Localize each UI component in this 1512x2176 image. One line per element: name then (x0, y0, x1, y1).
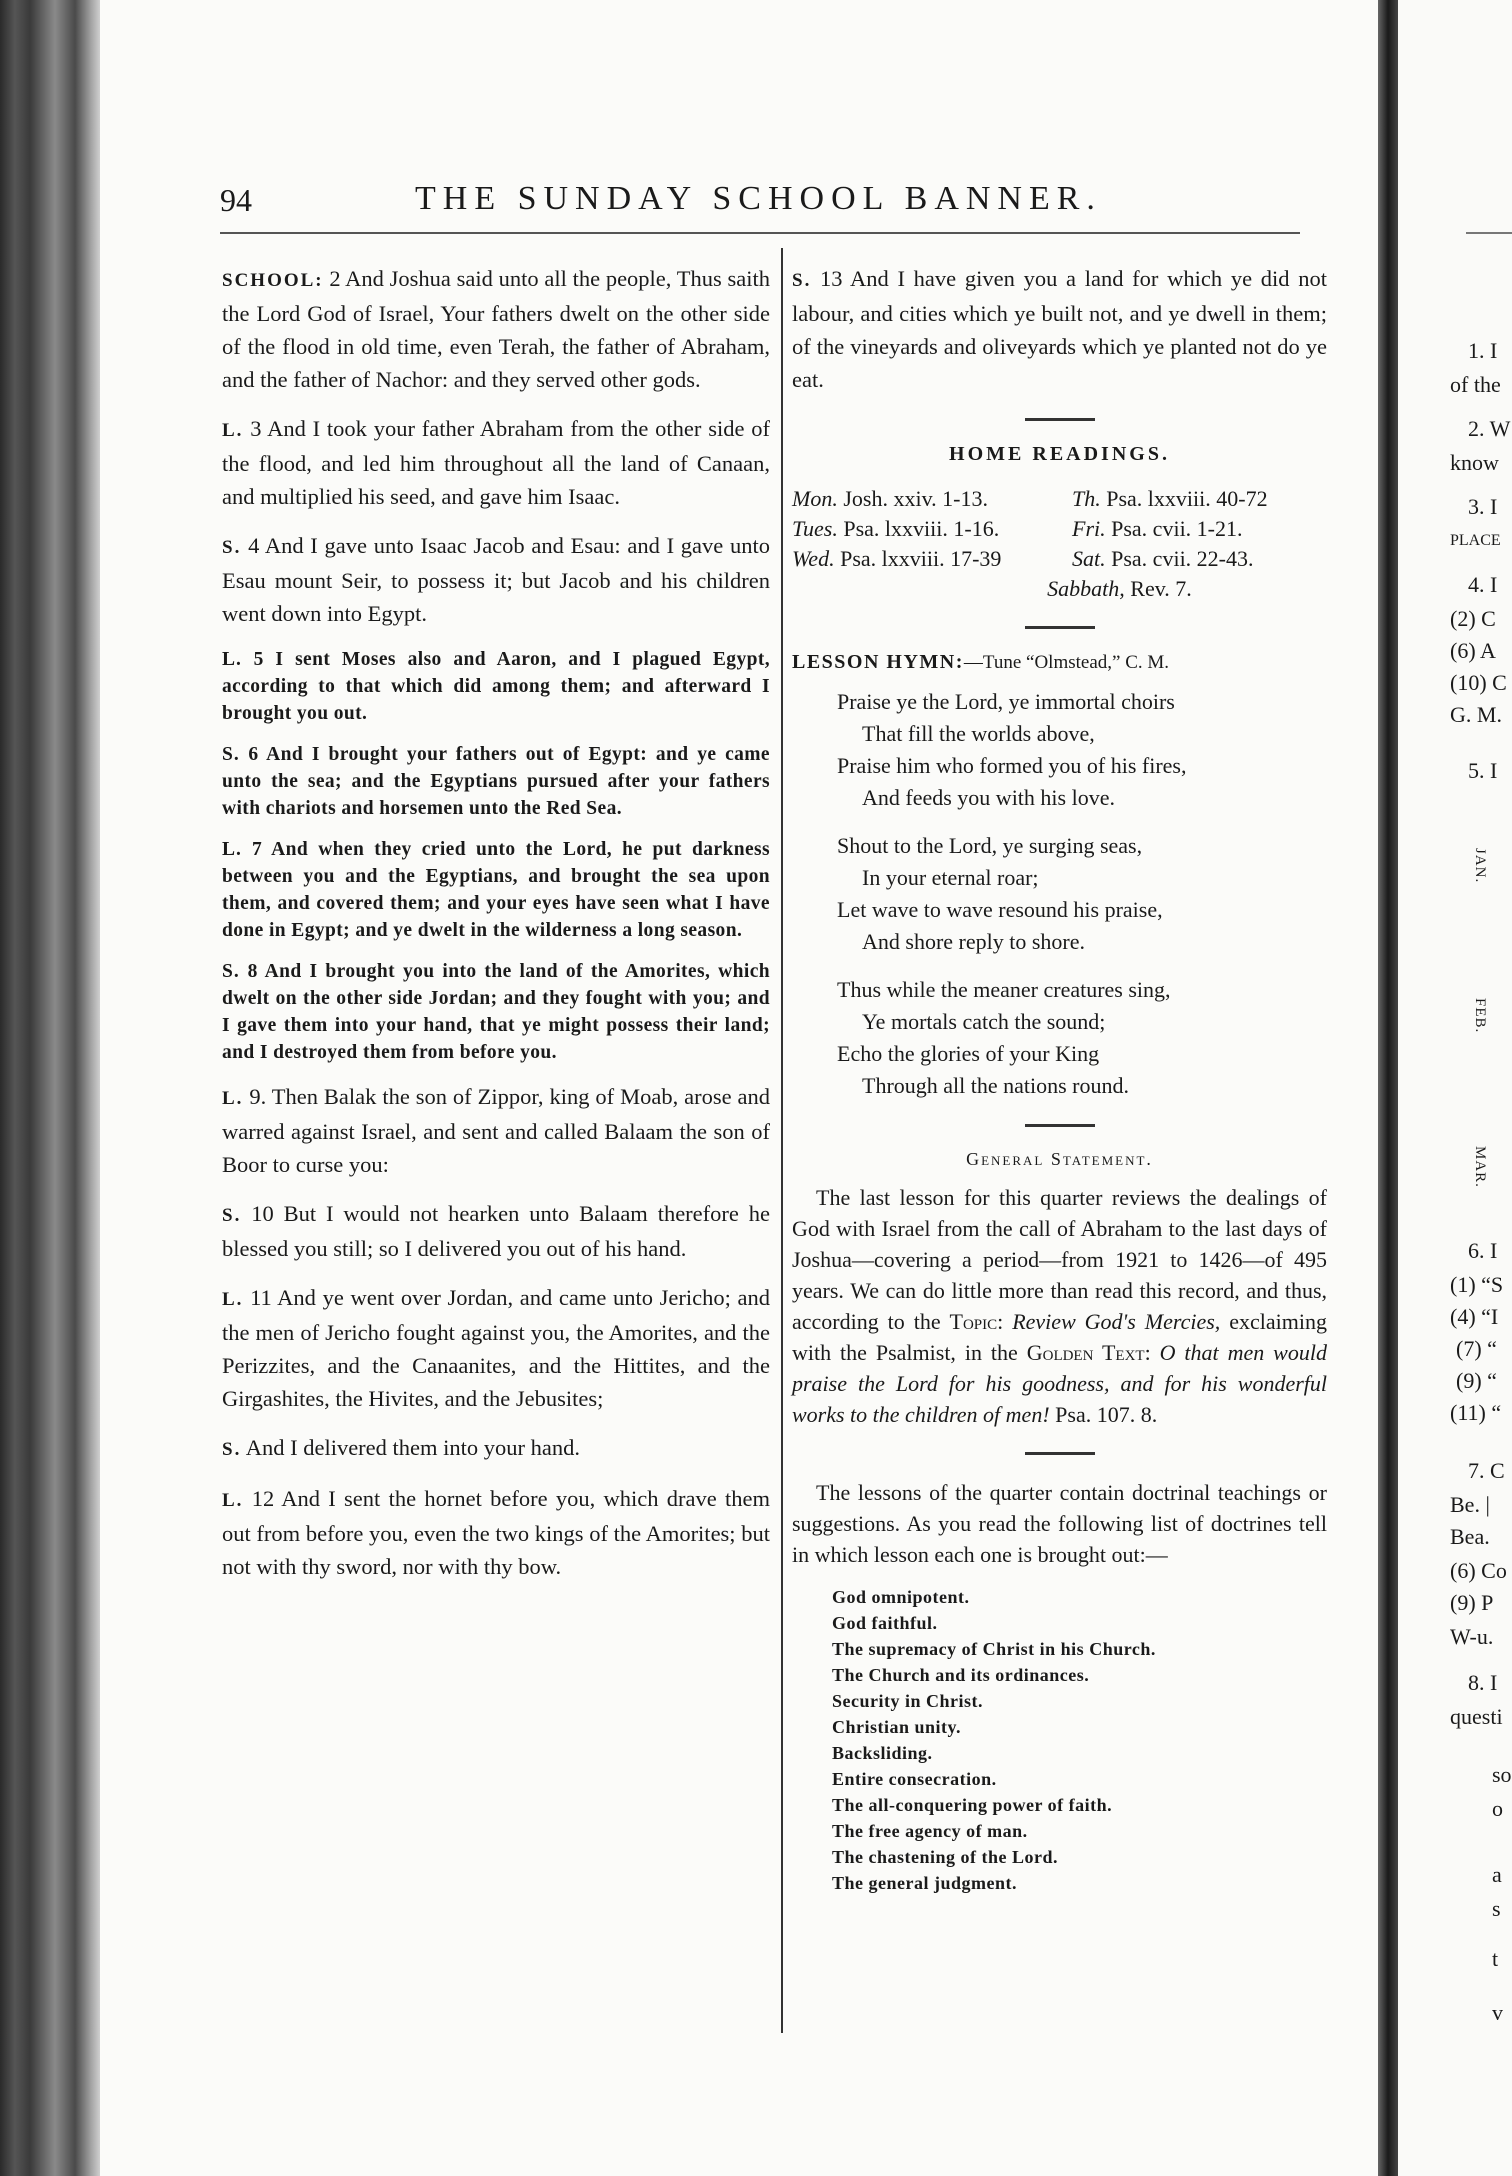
book-binding (0, 0, 100, 2176)
reading-row: Mon. Josh. xxiv. 1-13. Th. Psa. lxxviii. 40-72 (792, 486, 1268, 511)
verse-text: 6 And I brought your fathers out of Egypt: and ye came unto the sea; and the Egyptians pursued after your fathers with chariots and horsemen unto the Red Sea. (222, 744, 770, 819)
section-divider (1025, 418, 1095, 421)
doctrine-item: The Church and its ordinances. (832, 1665, 1090, 1685)
next-page-rule (1466, 232, 1512, 234)
next-page-fragment: 4. I (1468, 572, 1498, 597)
month-label: JAN. (1472, 848, 1488, 884)
responsive-verse (222, 1482, 770, 1583)
speaker-label: L. (222, 1289, 244, 1310)
next-page-fragment: 8. I (1468, 1670, 1498, 1695)
next-page-fragment: (6) A (1450, 638, 1496, 663)
verse-text: 9. Then Balak the son of Zippor, king of Moab, arose and warred against Israel, and sent and called Balaam the son of Boor to curse you: (222, 1084, 771, 1177)
next-page-fragment: Bea. (1450, 1524, 1490, 1549)
doctrine-item: Christian unity. (832, 1717, 962, 1737)
next-page-fragment: Be. | (1450, 1492, 1490, 1517)
hymn-heading: LESSON HYMN:—Tune “Olmstead,” C. M. (792, 651, 1170, 673)
hymn-stanza: Shout to the Lord, ye surging seas, In your eternal roar; Let wave to wave resound his praise, And shore reply to shore. (837, 833, 1163, 954)
next-page-fragment: PLACE (1450, 532, 1501, 549)
speaker-label: L. (222, 649, 242, 670)
home-readings-title: HOME READINGS. (949, 443, 1170, 465)
verse-text: 10 But I would not hearken unto Balaam therefore he blessed you still; so I delivered you out of his hand. (222, 1201, 771, 1261)
doctrine-list (832, 1584, 1327, 1896)
speaker-label: L. (222, 1490, 244, 1511)
month-label: MAR. (1472, 1146, 1488, 1188)
doctrine-item: The chastening of the Lord. (832, 1847, 1059, 1867)
next-page-fragment: a (1492, 1862, 1502, 1887)
section-divider (1025, 1124, 1095, 1127)
next-page-fragment: 3. I (1468, 494, 1498, 519)
next-page-fragment: 2. W (1468, 416, 1511, 441)
responsive-verse (222, 529, 770, 630)
next-page-fragment: (9) “ (1456, 1368, 1497, 1393)
next-page-fragment: 1. I (1468, 338, 1498, 363)
next-page-fragment: v (1492, 2000, 1503, 2025)
section-divider (1025, 1452, 1095, 1455)
responsive-verse (222, 412, 770, 513)
responsive-verse (222, 1431, 770, 1466)
reading-row: Wed. Psa. lxxviii. 17-39 Sat. Psa. cvii. 22-43. (792, 546, 1254, 571)
next-page-fragment: (2) C (1450, 606, 1496, 631)
doctrine-item: God omnipotent. (832, 1587, 970, 1607)
next-page-fragment: s (1492, 1896, 1501, 1921)
next-page-fragment: (10) C (1450, 670, 1507, 695)
next-page-fragment: (11) “ (1450, 1400, 1502, 1425)
hymn-stanza: Thus while the meaner creatures sing, Ye mortals catch the sound; Echo the glories of your King Through all the nations round. (837, 977, 1171, 1098)
verse-text: 8 And I brought you into the land of the Amorites, which dwelt on the other side Jordan; and they fought with you; and I gave them into your hand, that ye might possess their land; and I destroyed them from before you. (222, 961, 770, 1063)
responsive-verse (222, 741, 770, 822)
next-page-fragment: know (1450, 450, 1499, 475)
next-page-fragment: so (1492, 1762, 1512, 1787)
month-label: FEB. (1472, 998, 1488, 1034)
speaker-label: L. (222, 839, 242, 860)
doctrine-item: The free agency of man. (832, 1821, 1028, 1841)
speaker-label: S. (792, 270, 812, 291)
next-page-fragment: t (1492, 1946, 1499, 1971)
verse-text: 2 And Joshua said unto all the people, Thus saith the Lord God of Israel, Your fathers dwelt on the other side of the flood in old time, even Terah, the father of Abraham, and the father of Nachor: and they served other gods. (222, 266, 770, 392)
page-number: 94 (220, 182, 252, 218)
left-column (222, 262, 770, 1599)
speaker-label: S. (222, 1205, 242, 1226)
next-page-fragment: (1) “S (1450, 1272, 1504, 1297)
next-page-fragment: G. M. (1450, 702, 1502, 727)
column-rule (781, 248, 783, 2033)
speaker-label: L. (222, 1088, 244, 1109)
reading-row: Tues. Psa. lxxviii. 1-16. Fri. Psa. cvii. 1-21. (792, 516, 1243, 541)
responsive-verse (222, 1197, 770, 1265)
verse-text: 5 I sent Moses also and Aaron, and I plagued Egypt, according to that which did among them; and afterward I brought you out. (222, 649, 771, 724)
next-page-fragment: 6. I (1468, 1238, 1498, 1263)
next-page-fragment: of the (1450, 372, 1501, 397)
responsive-verse (222, 1080, 770, 1181)
verse-13: S. 13 And I have given you a land for which ye did not labour, and cities which ye built not, and ye dwell in them; of the vineyards and oliveyards which ye planted not do ye eat. (792, 266, 1327, 392)
verse-text: 12 And I sent the hornet before you, which drave them out from before you, even the two kings of the Amorites; but not with thy sword, nor with thy bow. (222, 1486, 770, 1579)
verse-text: 7 And when they cried unto the Lord, he put darkness between you and the Egyptians, and brought the sea upon them, and covered them; and your eyes have seen what I have done in Egypt; and ye dwelt in the wilderness a long season. (222, 839, 770, 941)
reading-sabbath: Sabbath, Rev. 7. (1047, 576, 1192, 601)
verse-text: 4 And I gave unto Isaac Jacob and Esau: and I gave unto Esau mount Seir, to possess it; but Jacob and his children went down into Egypt. (222, 533, 771, 626)
next-page-fragment: (4) “I (1450, 1304, 1499, 1329)
verse-text: 3 And I took your father Abraham from the other side of the flood, and led him throughout all the land of Canaan, and multiplied his seed, and gave him Isaac. (222, 416, 770, 509)
next-page-fragment: 7. C (1468, 1458, 1505, 1483)
responsive-verse (222, 646, 770, 727)
doctrines-intro: The lessons of the quarter contain doctrinal teachings or suggestions. As you read the following list of doctrines tell in which lesson each one is brought out:— (792, 1480, 1327, 1567)
next-page-fragment: (9) P (1450, 1590, 1494, 1615)
doctrine-item: Backsliding. (832, 1743, 933, 1763)
doctrine-item: The supremacy of Christ in his Church. (832, 1639, 1156, 1659)
next-page-fragment: questi (1450, 1704, 1503, 1729)
home-readings (792, 484, 1327, 604)
next-page-fragment: (7) “ (1456, 1336, 1497, 1361)
doctrine-item: Entire consecration. (832, 1769, 997, 1789)
page-gutter (1378, 0, 1398, 2176)
speaker-label: SCHOOL: (222, 270, 324, 291)
next-page-fragment: (6) Co (1450, 1558, 1507, 1583)
responsive-verse (222, 262, 770, 396)
responsive-verse (222, 958, 770, 1066)
speaker-label: S. (222, 744, 240, 765)
speaker-label: S. (222, 537, 242, 558)
verse-text: And I delivered them into your hand. (245, 1435, 581, 1460)
speaker-label: S. (222, 1439, 242, 1460)
doctrine-item: The all-conquering power of faith. (832, 1795, 1113, 1815)
section-divider (1025, 626, 1095, 629)
right-column (792, 262, 1327, 1896)
next-page-fragment: 5. I (1468, 758, 1498, 783)
doctrine-item: The general judgment. (832, 1873, 1017, 1893)
responsive-verse (222, 1281, 770, 1415)
next-page-fragment: o (1492, 1796, 1503, 1821)
responsive-verse (222, 836, 770, 944)
journal-title: THE SUNDAY SCHOOL BANNER. (415, 180, 1102, 217)
hymn-stanza: Praise ye the Lord, ye immortal choirs That fill the worlds above, Praise him who formed you of his fires, And feeds you with his love. (837, 689, 1187, 810)
header-rule (220, 232, 1300, 234)
next-page-fragment: W-u. (1450, 1624, 1494, 1649)
general-statement-title: General Statement. (966, 1149, 1153, 1169)
doctrine-item: God faithful. (832, 1613, 938, 1633)
running-head (220, 178, 1300, 228)
doctrine-item: Security in Christ. (832, 1691, 983, 1711)
verse-text: 11 And ye went over Jordan, and came unto Jericho; and the men of Jericho fought against you, the Amorites, and the Perizzites, and the Canaanites, and the Hittites, and the Girgashites, the Hivites, and the Jebusites; (222, 1285, 770, 1411)
speaker-label: L. (222, 420, 244, 441)
general-statement-paragraph: The last lesson for this quarter reviews the dealings of God with Israel from the call of Abraham to the last days of Joshua—covering a period—from 1921 to 1426—of 495 years. We can do little more than read this record, and thus, according to the Topic: Review God's Mercies, exclaiming with the Psalmist, in the Golden Text: O that men would praise the Lord for his goodness, and for his wonderful works to the children of men! Psa. 107. 8. (792, 1185, 1327, 1427)
next-page-edge (1398, 0, 1512, 2176)
speaker-label: S. (222, 961, 240, 982)
